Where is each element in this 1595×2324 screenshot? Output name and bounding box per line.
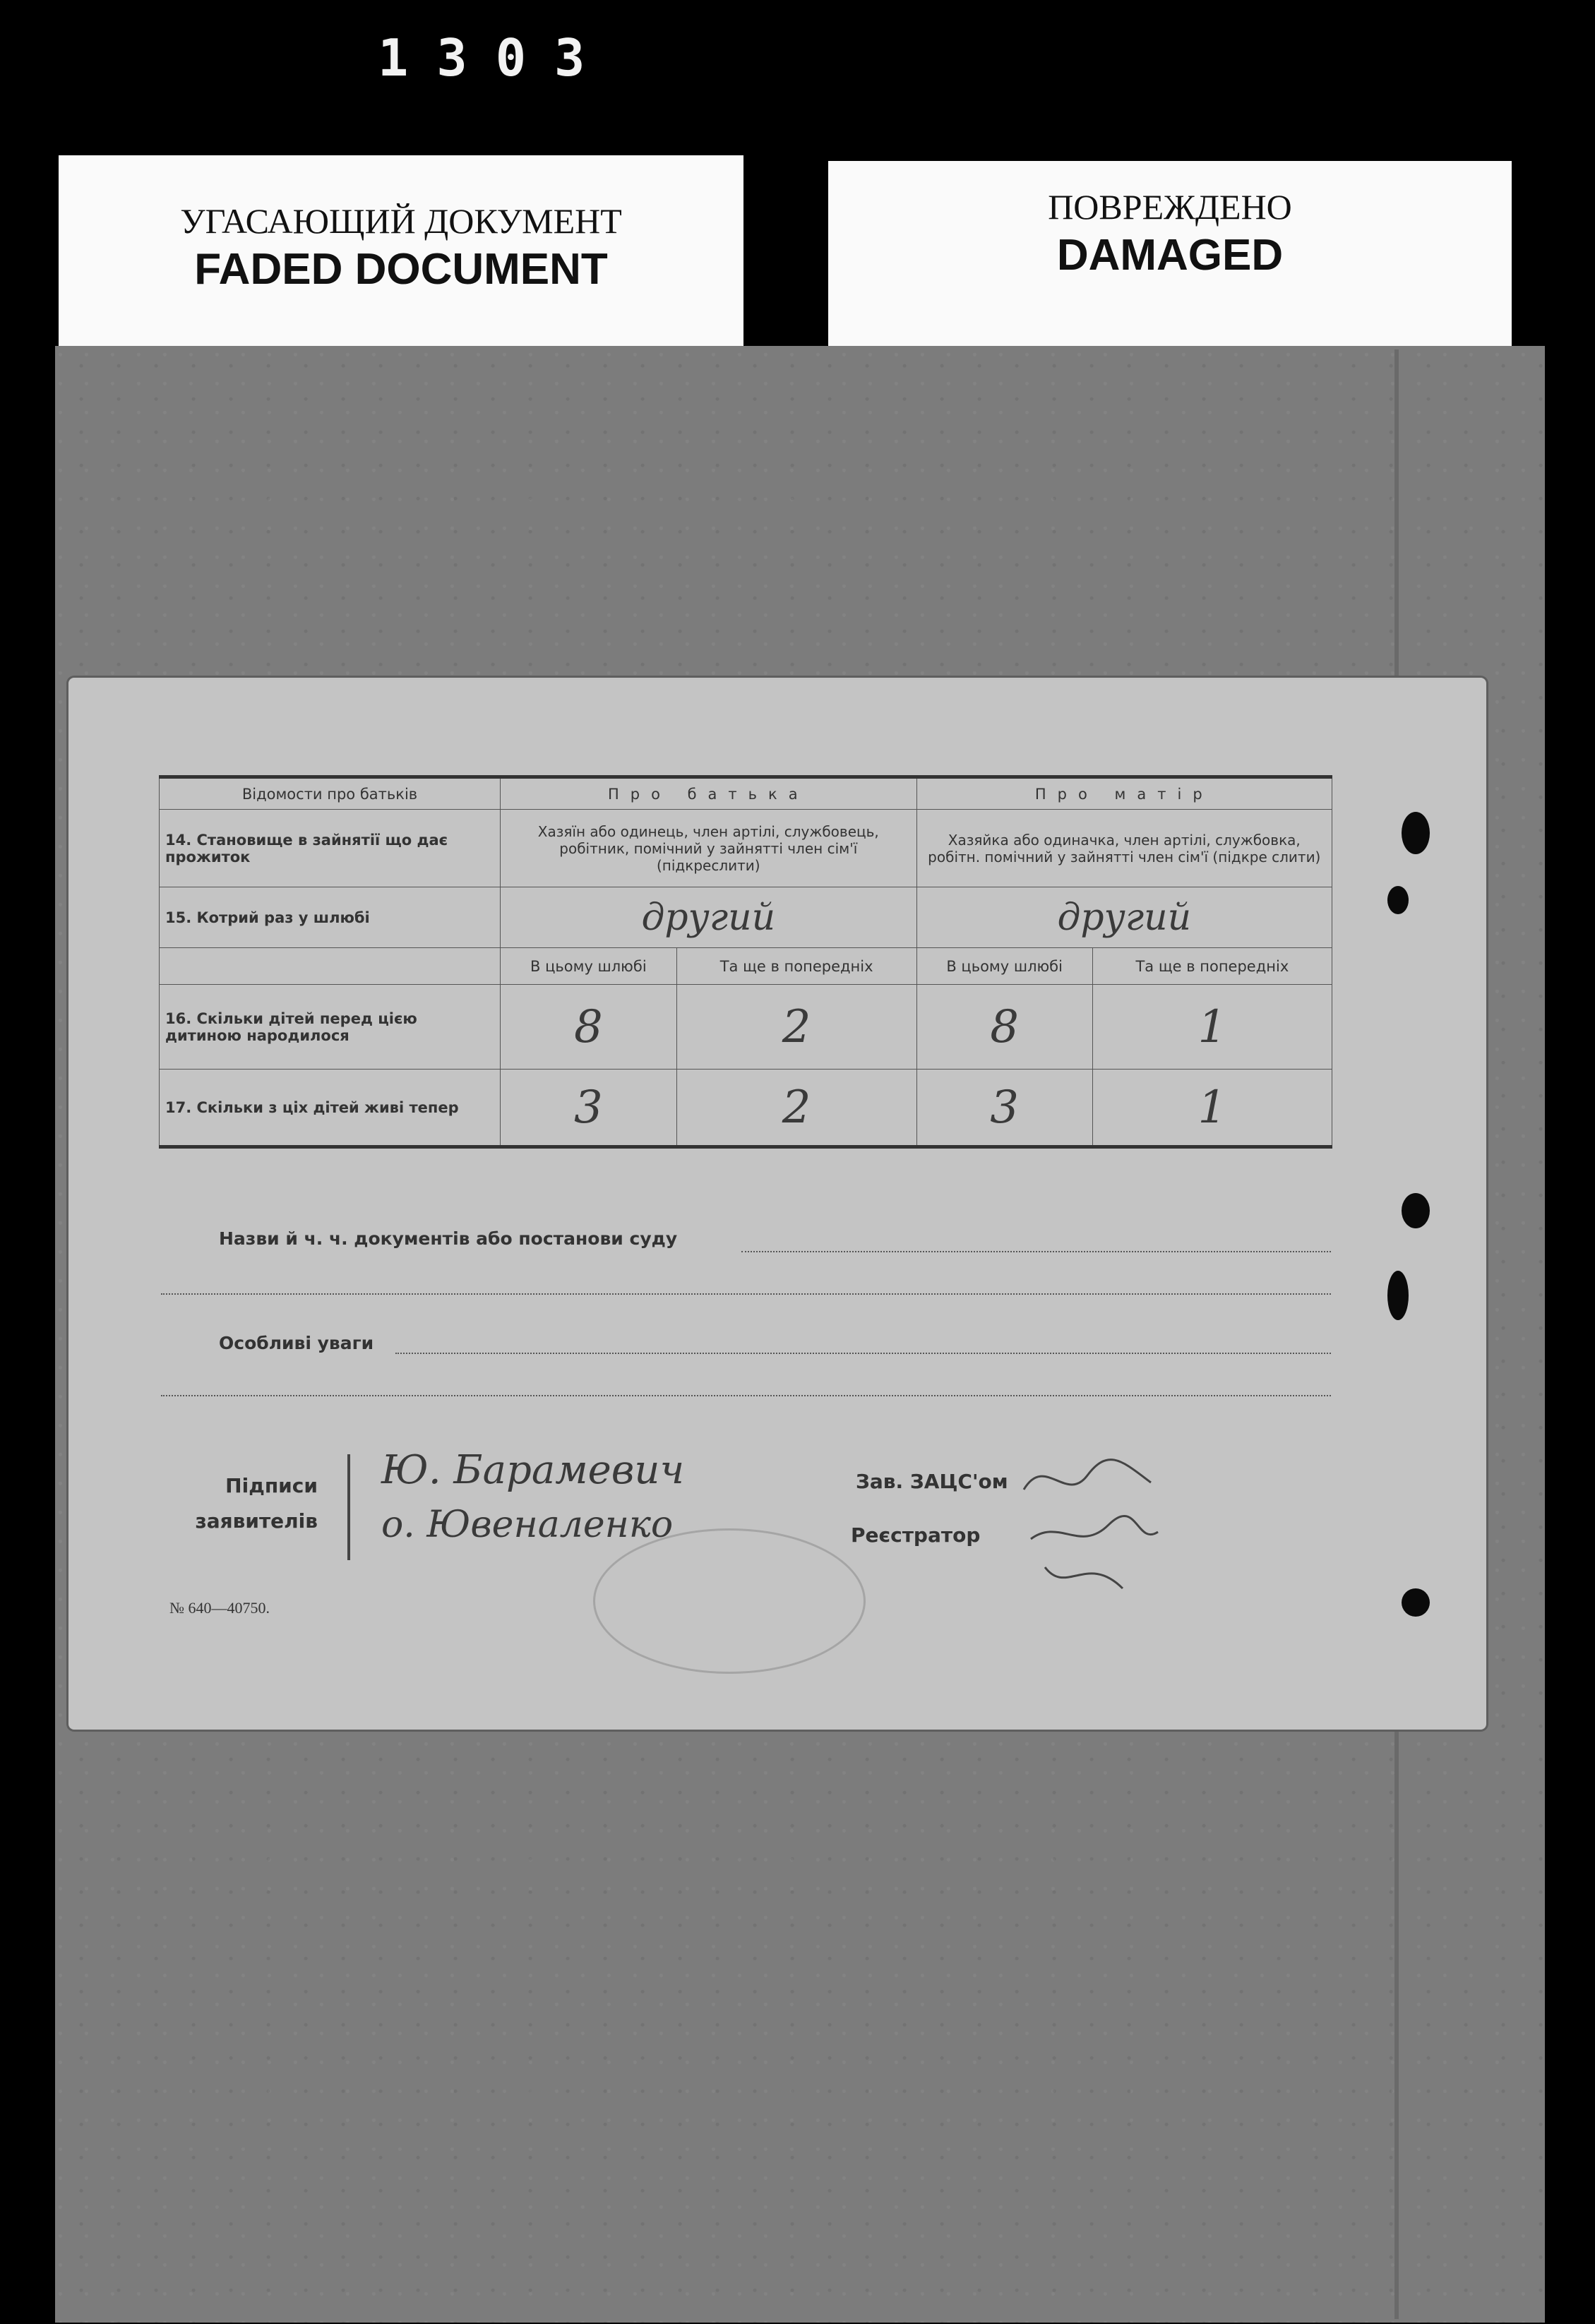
header-father: Про батька	[501, 777, 917, 810]
row14-mother: Хазяйка або одиначка, член артілі, службовка, робітн. помічний у зайнятті член сім'ї (підкре слити)	[916, 810, 1332, 887]
row14-label-cell	[160, 810, 501, 887]
row16-father-this: 8	[501, 985, 677, 1070]
sub-mother-this: В цьому шлюбі	[916, 948, 1092, 985]
row15-label: 15. Котрий раз у шлюбі	[160, 887, 501, 948]
row15-mother: другий	[916, 887, 1332, 948]
row15-father: другий	[501, 887, 917, 948]
row16-father-previous: 2	[676, 985, 916, 1070]
row17-mother-previous: 1	[1092, 1070, 1332, 1147]
damage-hole-4	[1387, 1271, 1409, 1320]
frame-number: 1303	[378, 28, 614, 88]
damaged-label-ru: ПОВРЕЖДЕНО	[1048, 187, 1292, 227]
documents-line-1	[741, 1251, 1331, 1252]
damaged-label	[828, 161, 1512, 366]
row17-label: 17. Скільки з ціх дітей живі тепер	[160, 1070, 501, 1147]
row16-label: 16. Скільки дітей перед цією дитиною народилося	[160, 985, 501, 1070]
row17-mother-this: 3	[916, 1070, 1092, 1147]
faded-document-label	[59, 155, 743, 374]
subheader-blank	[160, 948, 501, 985]
documents-line-2	[161, 1293, 1331, 1295]
faded-label-ru: УГАСАЮЩИЙ ДОКУМЕНТ	[180, 201, 622, 241]
header-info: Відомости про батьків	[160, 777, 501, 810]
row17-father-this: 3	[501, 1070, 677, 1147]
notes-line-1	[395, 1353, 1331, 1354]
signatures-label-2: заявителів	[195, 1509, 318, 1533]
faded-label-en: FADED DOCUMENT	[194, 245, 608, 294]
damage-hole-5	[1402, 1588, 1430, 1617]
damage-hole-2	[1387, 886, 1409, 914]
notes-label: Особливі уваги	[219, 1333, 374, 1353]
damaged-label-en: DAMAGED	[1056, 231, 1284, 280]
head-label: Зав. ЗАЦС'ом	[856, 1470, 1008, 1493]
row14-label: Становище в зайнятії що дає прожиток	[165, 831, 448, 865]
official-signatures	[1017, 1447, 1172, 1610]
signatures-label-1: Підписи	[225, 1474, 318, 1497]
row16-mother-previous: 1	[1092, 985, 1332, 1070]
row14-father: Хазяїн або одинець, член артілі, службовець, робітник, помічний у зайнятті член сім'ї (підкреслити)	[501, 810, 917, 887]
applicant-signature-1: Ю. Барамевич	[381, 1447, 685, 1493]
row16-mother-this: 8	[916, 985, 1092, 1070]
header-mother: Про матір	[916, 777, 1332, 810]
applicant-signature-2: о. Ювеналенко	[381, 1504, 674, 1546]
sub-father-this: В цьому шлюбі	[501, 948, 677, 985]
official-signature-strokes	[1017, 1447, 1172, 1610]
row14-num: 14.	[165, 831, 192, 849]
sub-father-previous: Та ще в попередніх	[676, 948, 916, 985]
damage-hole-1	[1402, 812, 1430, 854]
registrar-label: Реєстратор	[851, 1523, 981, 1547]
parents-info-table	[159, 775, 1332, 1149]
damage-hole-3	[1402, 1193, 1430, 1228]
notes-line-2	[161, 1395, 1331, 1396]
form-number: № 640—40750.	[169, 1599, 270, 1617]
row17-father-previous: 2	[676, 1070, 916, 1147]
faded-stamp	[593, 1528, 866, 1674]
documents-label: Назви й ч. ч. документів або постанови суду	[219, 1228, 678, 1249]
sub-mother-previous: Та ще в попередніх	[1092, 948, 1332, 985]
signature-bracket	[347, 1454, 350, 1560]
